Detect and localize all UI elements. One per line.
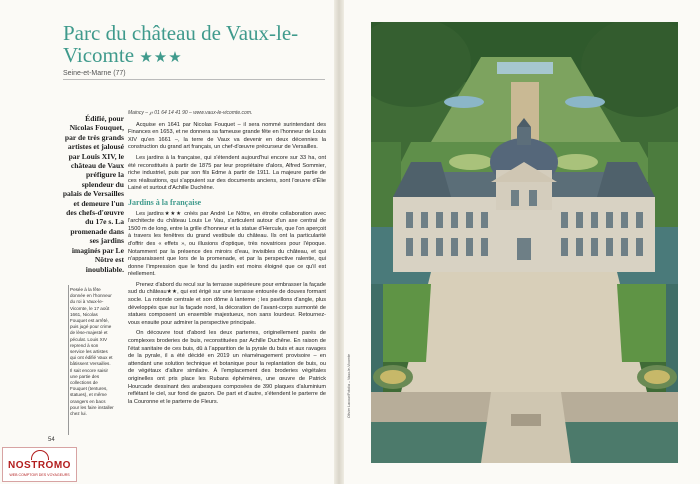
paragraph: Acquise en 1641 par Nicolas Fouquet – il sera nommé surintendant des Finances en 1653, et ne donnera sa fameuse grande fête en l'honneur de Louis XIV qu'en 1661 –, la terre de Vaux va devenir en deux décennies la construction du grand art français, un chef-d'œuvre précurseur de Versailles.: [128, 121, 326, 151]
sidebar-caption: Pesée à la fête donnée en l'honneur du roi à Vaux-le-Vicomte, le 17 août 1661, Nicolas Fouquet est arrêté, puis jugé pour crime de lèse-majesté et péculat. Louis XIV reprend à son service les artistes qui ont édifié Vaux et bâtissent Versailles. Il sait encore saisir une partie des collections de Fouquet (tentures, statues), et même orangers en bacs pour les faire installer chez lui.: [70, 287, 114, 417]
page-gutter: [334, 0, 344, 484]
main-text-column: [128, 110, 326, 409]
dome-icon: [31, 450, 49, 460]
paragraph: Les jardins★★★ créés par André Le Nôtre, en étroite collaboration avec l'architecte du château Louis Le Vau, s'articulent autour d'un axe central de 1500 m de long, entre la grille d'honneur et la statue d'Hercule, que l'on aperçoit à travers les fenêtres du grand vestibule du château. Ils ont la particularité d'offrir des « effets », ou illusions d'optique, très novatrices pour l'époque. Notamment par la présence des miroirs d'eau, invisibles du château, et qui n'apparaissent que lors de la promenade, et par la perspective ralentie, qui donne l'impression que le fond du jardin est moins éloigné que ce qu'il est réellement.: [128, 210, 326, 278]
photo-illustration: [371, 22, 678, 463]
contact-line: Maincy – ℘ 01 64 14 41 90 – www.vaux-le-vicomte.com.: [128, 110, 253, 116]
paragraph: On découvre tout d'abord les deux parterres, originellement parés de complexes broderies de buis, reconstituées par Achille Duchêne. En raison de l'état sanitaire de ces buis, dû à l'apparition de la pyrale du buis et aux ravages de la pyrale, il a été décidé en 2019 un réaménagement provisoire – en attendant une solution technique et botanique pour la replantation de buis, ou de végétaux d'allure similaire. À l'emplacement des broderies végétales originelles ont pris place les Rubans éphémères, une œuvre de Patrick Hourcade dessinant des arabesques composées de 390 plaques d'aluminium reflétant le ciel, sur fond de gazon. De part et d'autre, s'étendent le parterre de la Couronne et le parterre de Fleurs.: [128, 330, 326, 405]
title-text: Parc du château de Vaux-le-Vicomte: [63, 21, 299, 67]
paragraph: Les jardins à la française, qui s'étendent aujourd'hui encore sur 33 ha, ont été reconstitués à partir de 1875 par leur propriétaire d'alors, Alfred Sommier, riche industriel, puis par son fils Edme à partir de 1911. La majeure partie de ces réalisations, qui s'appuient sur des documents anciens, sont l'œuvre d'Élie Lainé et surtout d'Achille Duchêne.: [128, 154, 326, 192]
logo-tagline: WEB COMPTOIR DES VOYAGEURS: [9, 473, 70, 477]
page-number: 54: [48, 437, 55, 443]
paragraph: Prenez d'abord du recul sur la terrasse supérieure pour embrasser la façade sud du château★★, qui est érigé sur une terrasse entourée de douves formant socle. La rotonde centrale et son dôme à lanterne ; les pavillons d'angle, plus développés que sur la façade nord, la décoration de l'avant-corps surmonté de statues composent un ensemble majestueux, non sans lourdeur. Retournez-vous ensuite pour admirer la perspective principale.: [128, 281, 326, 326]
intro-text: Édifié, pour Nicolas Fouquet, par de très grands artistes et jalousé par Louis XIV, le château de Vaux préfigure la splendeur du palais de Versailles et demeure l'un des chefs-d'œuvre du 17e s. La promenade dans ses jardins imaginés par Le Nôtre est inoubliable.: [62, 114, 124, 274]
region-label: Seine-et-Marne (77): [63, 70, 325, 80]
logo-name: NOSTROMO: [8, 460, 71, 471]
page-title: [63, 22, 333, 69]
chateau-aerial-photo: [371, 22, 678, 463]
nostromo-logo: [2, 447, 77, 482]
photo-credit: Olivier Lacour/Fotolia – Vaux-le-Vicomte: [347, 354, 351, 418]
section-heading: Jardins à la française: [128, 197, 202, 207]
rating-stars: ★★★: [139, 50, 183, 66]
caption-rule: [68, 285, 69, 435]
